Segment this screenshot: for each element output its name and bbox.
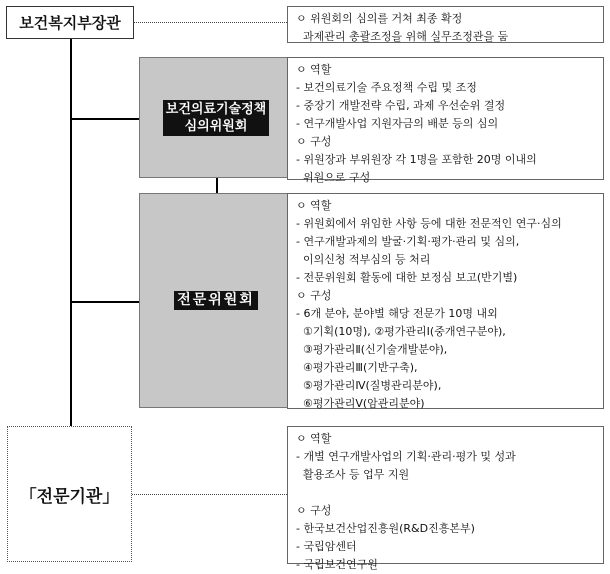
description-line: ㅇ 구성 (296, 135, 332, 148)
ministry-expert-connector (70, 301, 140, 303)
description-line: - 중장기 개발전략 수립, 과제 우선순위 결정 (296, 99, 506, 112)
ministry-description-box (287, 6, 604, 43)
institution-description-box (287, 426, 604, 571)
description-line: - 국립암센터 (296, 540, 357, 553)
description-line: ㅇ 역할 (296, 432, 332, 445)
description-line: - 한국보건산업진흥원(R&D진흥본부) (296, 522, 475, 535)
description-line: - 연구개발과제의 발굴·기획·평가·관리 및 심의, (296, 235, 520, 248)
ministry-label: 보건복지부장관 (19, 14, 121, 32)
council-label (163, 100, 269, 136)
description-line: ⑥평가관리Ⅴ(암관리분야) (296, 397, 425, 410)
council-expert-connector (216, 178, 218, 194)
description-line: ④평가관리Ⅲ(기반구축), (296, 361, 418, 374)
description-line: - 국립보건연구원 (296, 558, 378, 571)
ministry-council-connector (70, 118, 140, 120)
description-line: - 위원회에서 위임한 사항 등에 대한 전문적인 연구·심의 (296, 217, 562, 230)
main-vertical-connector (70, 39, 72, 427)
description-line: 이의신청 적부심의 등 처리 (296, 253, 431, 266)
institution-box-leader (132, 494, 287, 495)
institution-label: 「전문기관」 (19, 486, 120, 507)
description-line: ③평가관리Ⅱ(신기술개발분야), (296, 343, 448, 356)
expert-committee-description-box (287, 193, 604, 409)
description-line: ㅇ 역할 (296, 63, 332, 76)
ministry-box-leader (134, 22, 287, 23)
expert-committee-label: 전문위원회 (174, 291, 258, 310)
council-node (139, 57, 293, 178)
description-line: ㅇ 구성 (296, 504, 332, 517)
description-line: ①기획(10명), ②평가관리Ⅰ(중개연구분야), (296, 325, 506, 338)
description-line: - 개별 연구개발사업의 기획·관리·평가 및 성과 (296, 450, 516, 463)
description-line (296, 484, 597, 502)
description-line: ㅇ 구성 (296, 289, 332, 302)
description-line: ⑤평가관리Ⅳ(질병관리분야), (296, 379, 442, 392)
ministry-node (6, 6, 134, 39)
description-line: - 위원장과 부위원장 각 1명을 포함한 20명 이내의 (296, 153, 537, 166)
description-line: - 전문위원회 활동에 대한 보정심 보고(반기별) (296, 271, 518, 284)
council-label-line2: 심의위원회 (184, 118, 248, 134)
institution-node (7, 426, 132, 562)
description-line: 위원으로 구성 (296, 171, 371, 184)
description-line: - 보건의료기술 주요정책 수립 및 조정 (296, 81, 477, 94)
council-description-box (287, 57, 604, 184)
description-line: ㅇ 위원회의 심의를 거쳐 최종 확정 (296, 12, 463, 25)
council-label-line1: 보건의료기술정책 (165, 101, 267, 117)
description-line: 과제관리 총괄조정을 위해 실무조정관을 둠 (296, 30, 509, 43)
description-line: - 6개 분야, 분야별 해당 전문가 10명 내외 (296, 307, 498, 320)
expert-committee-node (139, 193, 293, 408)
description-line: ㅇ 역할 (296, 199, 332, 212)
description-line: 활용조사 등 업무 지원 (296, 468, 410, 481)
description-line: - 연구개발사업 지원자금의 배분 등의 심의 (296, 117, 499, 130)
